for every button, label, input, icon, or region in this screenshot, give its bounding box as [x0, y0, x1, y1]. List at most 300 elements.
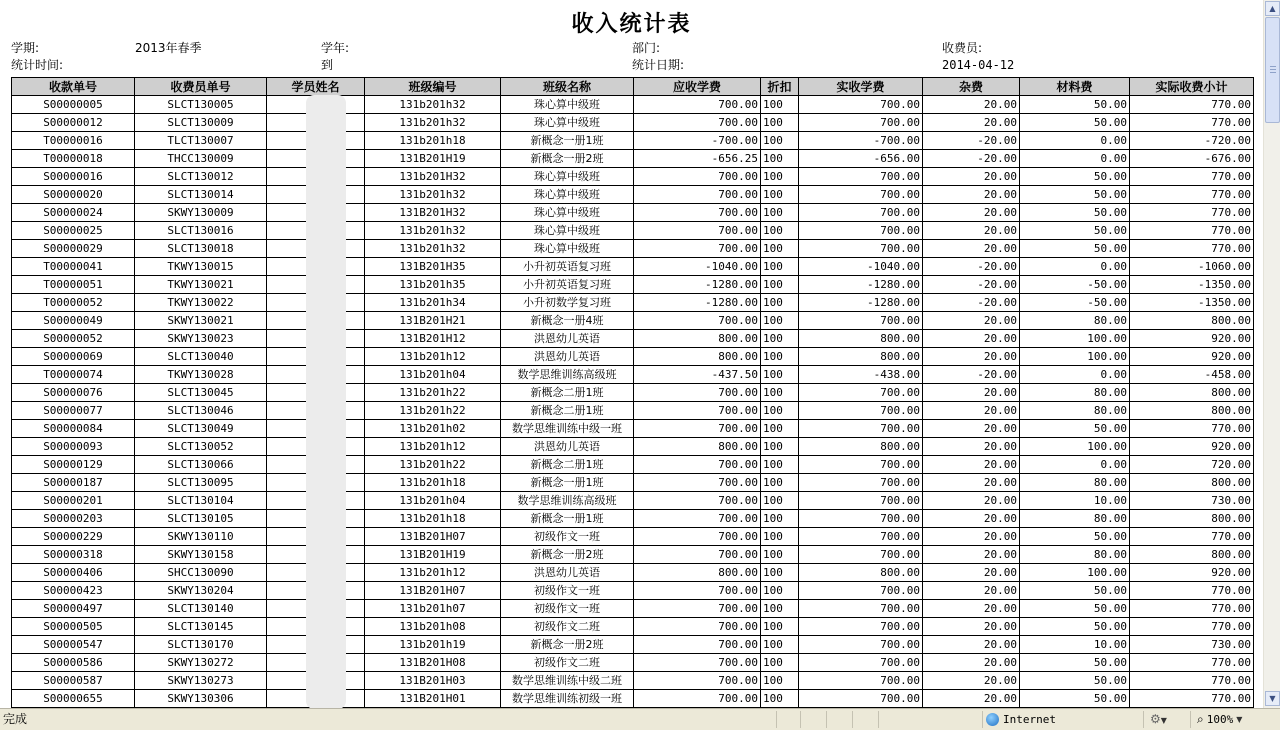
- cell-tuition-due: 700.00: [634, 582, 761, 600]
- cell-receipt-no: S00000318: [12, 546, 135, 564]
- cell-cashier-no: SLCT130066: [135, 456, 267, 474]
- header-misc-fee: 杂费: [923, 78, 1020, 96]
- table-row: [12, 546, 1254, 564]
- cell-subtotal: 770.00: [1130, 582, 1254, 600]
- table-row: [12, 222, 1254, 240]
- period-to: 到: [321, 58, 334, 72]
- cell-tuition-due: 700.00: [634, 222, 761, 240]
- cell-discount: 100: [761, 474, 799, 492]
- cell-cashier-no: SKWY130158: [135, 546, 267, 564]
- cell-misc-fee: 20.00: [923, 348, 1020, 366]
- table-row: [12, 258, 1254, 276]
- cell-tuition-due: 700.00: [634, 456, 761, 474]
- cell-receipt-no: T00000018: [12, 150, 135, 168]
- status-bar: [0, 708, 1280, 730]
- cell-tuition-paid: 700.00: [799, 546, 923, 564]
- cell-material-fee: 100.00: [1020, 564, 1130, 582]
- cell-discount: 100: [761, 384, 799, 402]
- table-row: [12, 330, 1254, 348]
- cell-tuition-paid: 700.00: [799, 420, 923, 438]
- cell-class-code: 131b201h34: [365, 294, 501, 312]
- cell-cashier-no: SLCT130140: [135, 600, 267, 618]
- cell-class-code: 131b201h08: [365, 618, 501, 636]
- cell-discount: 100: [761, 168, 799, 186]
- cell-misc-fee: 20.00: [923, 564, 1020, 582]
- income-table: [11, 77, 1254, 708]
- table-row: [12, 366, 1254, 384]
- cell-cashier-no: SLCT130049: [135, 420, 267, 438]
- cell-receipt-no: S00000655: [12, 690, 135, 708]
- table-header-row: [12, 78, 1254, 96]
- cell-tuition-paid: 800.00: [799, 330, 923, 348]
- table-row: [12, 600, 1254, 618]
- cell-tuition-paid: 700.00: [799, 96, 923, 114]
- cell-tuition-due: 800.00: [634, 564, 761, 582]
- cell-subtotal: 770.00: [1130, 618, 1254, 636]
- privacy-icon[interactable]: ⚙▼: [1150, 712, 1167, 726]
- cell-misc-fee: 20.00: [923, 582, 1020, 600]
- cell-tuition-due: 700.00: [634, 204, 761, 222]
- cell-receipt-no: S00000024: [12, 204, 135, 222]
- cell-material-fee: 0.00: [1020, 132, 1130, 150]
- cell-cashier-no: TKWY130028: [135, 366, 267, 384]
- cell-subtotal: -1060.00: [1130, 258, 1254, 276]
- cell-receipt-no: S00000005: [12, 96, 135, 114]
- term-label: 学期:: [11, 41, 40, 55]
- cell-class-name: 新概念一册2班: [501, 150, 634, 168]
- cell-cashier-no: TKWY130015: [135, 258, 267, 276]
- cell-receipt-no: S00000020: [12, 186, 135, 204]
- cell-receipt-no: S00000052: [12, 330, 135, 348]
- cell-subtotal: -1350.00: [1130, 294, 1254, 312]
- cell-class-code: 131B201H12: [365, 330, 501, 348]
- cell-misc-fee: 20.00: [923, 438, 1020, 456]
- cell-receipt-no: S00000012: [12, 114, 135, 132]
- table-row: [12, 294, 1254, 312]
- cell-tuition-paid: 700.00: [799, 456, 923, 474]
- cell-class-code: 131b201h35: [365, 276, 501, 294]
- cell-class-code: 131b201h12: [365, 438, 501, 456]
- cell-tuition-due: -1280.00: [634, 294, 761, 312]
- cell-subtotal: 770.00: [1130, 240, 1254, 258]
- cell-class-name: 初级作文一班: [501, 582, 634, 600]
- cell-tuition-due: 700.00: [634, 384, 761, 402]
- cell-class-name: 小升初英语复习班: [501, 258, 634, 276]
- cell-class-name: 小升初英语复习班: [501, 276, 634, 294]
- globe-icon: [986, 713, 999, 726]
- chevron-down-icon: ▼: [1236, 715, 1243, 724]
- cell-misc-fee: 20.00: [923, 330, 1020, 348]
- cell-material-fee: 50.00: [1020, 186, 1130, 204]
- cell-discount: 100: [761, 366, 799, 384]
- cell-cashier-no: SLCT130018: [135, 240, 267, 258]
- cell-class-code: 131b201h18: [365, 510, 501, 528]
- table-row: [12, 276, 1254, 294]
- cell-tuition-due: 700.00: [634, 186, 761, 204]
- cell-class-name: 珠心算中级班: [501, 186, 634, 204]
- cell-tuition-due: 700.00: [634, 636, 761, 654]
- cell-class-name: 初级作文一班: [501, 600, 634, 618]
- cell-tuition-paid: 700.00: [799, 528, 923, 546]
- cell-material-fee: 80.00: [1020, 402, 1130, 420]
- cell-discount: 100: [761, 690, 799, 708]
- table-row: [12, 150, 1254, 168]
- cell-tuition-due: 700.00: [634, 114, 761, 132]
- cell-class-name: 初级作文二班: [501, 654, 634, 672]
- cell-receipt-no: S00000084: [12, 420, 135, 438]
- cell-cashier-no: SKWY130306: [135, 690, 267, 708]
- cell-class-name: 珠心算中级班: [501, 222, 634, 240]
- cell-subtotal: 800.00: [1130, 510, 1254, 528]
- cell-misc-fee: 20.00: [923, 240, 1020, 258]
- cell-receipt-no: T00000074: [12, 366, 135, 384]
- cell-class-code: 131B201H19: [365, 546, 501, 564]
- cell-class-name: 新概念一册1班: [501, 474, 634, 492]
- cell-class-name: 新概念二册1班: [501, 384, 634, 402]
- cell-cashier-no: SLCT130104: [135, 492, 267, 510]
- cell-subtotal: 770.00: [1130, 600, 1254, 618]
- cell-tuition-paid: 700.00: [799, 114, 923, 132]
- cell-receipt-no: S00000025: [12, 222, 135, 240]
- magnifier-icon: ⌕: [1197, 712, 1204, 726]
- cell-class-name: 珠心算中级班: [501, 168, 634, 186]
- cell-class-code: 131b201h22: [365, 456, 501, 474]
- table-row: [12, 186, 1254, 204]
- table-row: [12, 348, 1254, 366]
- table-row: [12, 168, 1254, 186]
- cell-class-name: 珠心算中级班: [501, 240, 634, 258]
- cell-material-fee: 50.00: [1020, 168, 1130, 186]
- cell-class-code: 131b201h22: [365, 402, 501, 420]
- cell-subtotal: 770.00: [1130, 654, 1254, 672]
- cell-tuition-due: 800.00: [634, 348, 761, 366]
- cell-misc-fee: 20.00: [923, 96, 1020, 114]
- cell-tuition-paid: 700.00: [799, 168, 923, 186]
- cell-cashier-no: SKWY130273: [135, 672, 267, 690]
- cell-misc-fee: 20.00: [923, 204, 1020, 222]
- cell-material-fee: -50.00: [1020, 294, 1130, 312]
- cell-discount: 100: [761, 258, 799, 276]
- header-receipt-no: 收款单号: [12, 78, 135, 96]
- cell-tuition-paid: 700.00: [799, 618, 923, 636]
- cell-class-name: 洪恩幼儿英语: [501, 564, 634, 582]
- cell-tuition-paid: 700.00: [799, 636, 923, 654]
- table-row: [12, 456, 1254, 474]
- cell-tuition-due: 700.00: [634, 510, 761, 528]
- cell-subtotal: 920.00: [1130, 330, 1254, 348]
- zoom-control[interactable]: [1197, 712, 1242, 727]
- cell-discount: 100: [761, 492, 799, 510]
- cell-class-code: 131B201H35: [365, 258, 501, 276]
- cell-misc-fee: -20.00: [923, 150, 1020, 168]
- cell-material-fee: 50.00: [1020, 114, 1130, 132]
- cell-receipt-no: S00000069: [12, 348, 135, 366]
- cell-tuition-due: -1280.00: [634, 276, 761, 294]
- cashier-label: 收费员:: [942, 41, 983, 55]
- cell-class-name: 数学思维训练中级一班: [501, 420, 634, 438]
- table-row: [12, 690, 1254, 708]
- cell-subtotal: 730.00: [1130, 492, 1254, 510]
- cell-class-code: 131B201H07: [365, 528, 501, 546]
- header-subtotal: 实际收费小计: [1130, 78, 1254, 96]
- cell-tuition-due: 700.00: [634, 240, 761, 258]
- cell-class-code: 131B201H01: [365, 690, 501, 708]
- header-material-fee: 材料费: [1020, 78, 1130, 96]
- cell-class-code: 131b201h19: [365, 636, 501, 654]
- cell-discount: 100: [761, 204, 799, 222]
- cell-cashier-no: SLCT130014: [135, 186, 267, 204]
- scroll-down-icon[interactable]: ▼: [1265, 691, 1280, 706]
- cell-subtotal: 920.00: [1130, 564, 1254, 582]
- cell-misc-fee: 20.00: [923, 474, 1020, 492]
- cell-misc-fee: 20.00: [923, 168, 1020, 186]
- cell-tuition-due: 700.00: [634, 672, 761, 690]
- cell-discount: 100: [761, 312, 799, 330]
- cell-tuition-paid: -438.00: [799, 366, 923, 384]
- cell-tuition-paid: 700.00: [799, 186, 923, 204]
- cell-material-fee: 80.00: [1020, 510, 1130, 528]
- cell-subtotal: 920.00: [1130, 348, 1254, 366]
- cell-material-fee: 50.00: [1020, 690, 1130, 708]
- cell-material-fee: 50.00: [1020, 204, 1130, 222]
- cell-subtotal: -458.00: [1130, 366, 1254, 384]
- dept-label: 部门:: [632, 41, 661, 55]
- cell-class-name: 初级作文一班: [501, 528, 634, 546]
- cell-subtotal: 770.00: [1130, 690, 1254, 708]
- cell-subtotal: 770.00: [1130, 96, 1254, 114]
- cell-tuition-paid: 700.00: [799, 384, 923, 402]
- cell-material-fee: 100.00: [1020, 330, 1130, 348]
- cell-tuition-due: 700.00: [634, 600, 761, 618]
- cell-misc-fee: 20.00: [923, 492, 1020, 510]
- cell-class-name: 新概念一册1班: [501, 510, 634, 528]
- cell-cashier-no: SKWY130009: [135, 204, 267, 222]
- cell-misc-fee: 20.00: [923, 636, 1020, 654]
- cell-class-name: 数学思维训练初级一班: [501, 690, 634, 708]
- cell-material-fee: 0.00: [1020, 456, 1130, 474]
- cell-tuition-paid: 700.00: [799, 690, 923, 708]
- cell-discount: 100: [761, 618, 799, 636]
- cell-receipt-no: S00000029: [12, 240, 135, 258]
- cell-misc-fee: -20.00: [923, 366, 1020, 384]
- cell-discount: 100: [761, 654, 799, 672]
- year-label: 学年:: [321, 41, 350, 55]
- cell-tuition-due: -1040.00: [634, 258, 761, 276]
- cell-discount: 100: [761, 420, 799, 438]
- cell-discount: 100: [761, 672, 799, 690]
- cell-receipt-no: S00000076: [12, 384, 135, 402]
- cell-tuition-due: 700.00: [634, 420, 761, 438]
- cell-misc-fee: 20.00: [923, 402, 1020, 420]
- cell-discount: 100: [761, 636, 799, 654]
- cell-cashier-no: THCC130009: [135, 150, 267, 168]
- cell-class-code: 131B201H21: [365, 312, 501, 330]
- cell-class-name: 洪恩幼儿英语: [501, 330, 634, 348]
- cell-subtotal: -676.00: [1130, 150, 1254, 168]
- cell-cashier-no: SLCT130005: [135, 96, 267, 114]
- header-discount: 折扣: [761, 78, 799, 96]
- cell-tuition-paid: 800.00: [799, 348, 923, 366]
- cell-receipt-no: T00000041: [12, 258, 135, 276]
- cell-tuition-paid: -656.00: [799, 150, 923, 168]
- cell-discount: 100: [761, 348, 799, 366]
- table-row: [12, 528, 1254, 546]
- cell-cashier-no: SLCT130009: [135, 114, 267, 132]
- cell-misc-fee: 20.00: [923, 186, 1020, 204]
- cell-misc-fee: 20.00: [923, 618, 1020, 636]
- table-row: [12, 312, 1254, 330]
- table-row: [12, 672, 1254, 690]
- cell-receipt-no: S00000187: [12, 474, 135, 492]
- cell-receipt-no: S00000077: [12, 402, 135, 420]
- zoom-level: 100%: [1206, 713, 1234, 726]
- cell-class-name: 数学思维训练高级班: [501, 492, 634, 510]
- vertical-scrollbar[interactable]: [1263, 0, 1280, 708]
- cell-cashier-no: TKWY130022: [135, 294, 267, 312]
- cell-cashier-no: SLCT130145: [135, 618, 267, 636]
- cell-discount: 100: [761, 528, 799, 546]
- table-row: [12, 636, 1254, 654]
- header-tuition-due: 应收学费: [634, 78, 761, 96]
- cell-cashier-no: SLCT130012: [135, 168, 267, 186]
- cell-discount: 100: [761, 294, 799, 312]
- cell-class-code: 131B201H08: [365, 654, 501, 672]
- security-zone: [986, 712, 1056, 727]
- cell-discount: 100: [761, 438, 799, 456]
- cell-misc-fee: 20.00: [923, 528, 1020, 546]
- cell-class-code: 131b201H32: [365, 168, 501, 186]
- cell-class-code: 131b201h07: [365, 600, 501, 618]
- cell-misc-fee: 20.00: [923, 510, 1020, 528]
- header-student-name: 学员姓名: [267, 78, 365, 96]
- table-row: [12, 132, 1254, 150]
- cell-class-name: 新概念二册1班: [501, 402, 634, 420]
- table-row: [12, 492, 1254, 510]
- cell-material-fee: 50.00: [1020, 222, 1130, 240]
- cell-subtotal: 800.00: [1130, 312, 1254, 330]
- cell-misc-fee: 20.00: [923, 312, 1020, 330]
- cell-discount: 100: [761, 546, 799, 564]
- cell-tuition-paid: 700.00: [799, 582, 923, 600]
- cell-misc-fee: -20.00: [923, 132, 1020, 150]
- cell-class-code: 131b201h32: [365, 186, 501, 204]
- cell-cashier-no: SLCT130016: [135, 222, 267, 240]
- cell-receipt-no: S00000093: [12, 438, 135, 456]
- cell-class-code: 131B201H32: [365, 204, 501, 222]
- period-label: 统计时间:: [11, 58, 64, 72]
- table-row: [12, 618, 1254, 636]
- cell-tuition-due: 800.00: [634, 438, 761, 456]
- cell-class-name: 珠心算中级班: [501, 114, 634, 132]
- cell-subtotal: 720.00: [1130, 456, 1254, 474]
- cell-class-name: 小升初数学复习班: [501, 294, 634, 312]
- cell-cashier-no: SLCT130052: [135, 438, 267, 456]
- table-row: [12, 582, 1254, 600]
- cell-subtotal: -720.00: [1130, 132, 1254, 150]
- cell-cashier-no: SLCT130046: [135, 402, 267, 420]
- cell-class-code: 131B201H03: [365, 672, 501, 690]
- cell-discount: 100: [761, 240, 799, 258]
- cell-receipt-no: S00000547: [12, 636, 135, 654]
- cell-cashier-no: TKWY130021: [135, 276, 267, 294]
- cell-material-fee: 80.00: [1020, 312, 1130, 330]
- cell-class-code: 131b201h32: [365, 222, 501, 240]
- cell-class-name: 新概念一册2班: [501, 546, 634, 564]
- cell-cashier-no: SKWY130023: [135, 330, 267, 348]
- table-row: [12, 474, 1254, 492]
- cell-material-fee: 80.00: [1020, 474, 1130, 492]
- header-cashier-no: 收费员单号: [135, 78, 267, 96]
- scroll-thumb[interactable]: [1265, 17, 1280, 123]
- cell-tuition-paid: 700.00: [799, 474, 923, 492]
- cell-cashier-no: SLCT130170: [135, 636, 267, 654]
- cell-tuition-paid: 700.00: [799, 672, 923, 690]
- cell-subtotal: 800.00: [1130, 402, 1254, 420]
- table-row: [12, 510, 1254, 528]
- cell-material-fee: 0.00: [1020, 258, 1130, 276]
- cell-receipt-no: S00000423: [12, 582, 135, 600]
- cell-tuition-paid: 700.00: [799, 312, 923, 330]
- scroll-up-icon[interactable]: ▲: [1265, 1, 1280, 16]
- cell-receipt-no: T00000051: [12, 276, 135, 294]
- cell-discount: 100: [761, 582, 799, 600]
- cell-discount: 100: [761, 456, 799, 474]
- cell-class-code: 131b201h12: [365, 348, 501, 366]
- report-title: 收入统计表: [571, 11, 692, 37]
- cell-class-name: 数学思维训练高级班: [501, 366, 634, 384]
- table-row: [12, 204, 1254, 222]
- table-row: [12, 420, 1254, 438]
- cell-receipt-no: S00000203: [12, 510, 135, 528]
- cell-subtotal: 800.00: [1130, 546, 1254, 564]
- cell-tuition-due: 700.00: [634, 690, 761, 708]
- cell-subtotal: 770.00: [1130, 204, 1254, 222]
- cell-class-code: 131b201h04: [365, 366, 501, 384]
- cell-tuition-paid: -1280.00: [799, 294, 923, 312]
- redaction-overlay: [306, 95, 346, 708]
- cell-material-fee: -50.00: [1020, 276, 1130, 294]
- cell-subtotal: 800.00: [1130, 384, 1254, 402]
- cell-discount: 100: [761, 150, 799, 168]
- cell-material-fee: 0.00: [1020, 150, 1130, 168]
- cell-discount: 100: [761, 330, 799, 348]
- table-row: [12, 654, 1254, 672]
- cell-misc-fee: 20.00: [923, 546, 1020, 564]
- cell-class-name: 新概念一册1班: [501, 132, 634, 150]
- cell-subtotal: 770.00: [1130, 186, 1254, 204]
- cell-class-name: 初级作文二班: [501, 618, 634, 636]
- header-class-code: 班级编号: [365, 78, 501, 96]
- cell-receipt-no: S00000406: [12, 564, 135, 582]
- cell-tuition-paid: 800.00: [799, 564, 923, 582]
- cell-discount: 100: [761, 600, 799, 618]
- cell-tuition-due: 800.00: [634, 330, 761, 348]
- date-value: 2014-04-12: [942, 58, 1015, 72]
- header-class-name: 班级名称: [501, 78, 634, 96]
- cell-cashier-no: SLCT130045: [135, 384, 267, 402]
- cell-tuition-paid: 700.00: [799, 204, 923, 222]
- cell-misc-fee: 20.00: [923, 384, 1020, 402]
- cell-class-name: 珠心算中级班: [501, 96, 634, 114]
- cell-receipt-no: S00000587: [12, 672, 135, 690]
- cell-cashier-no: SKWY130110: [135, 528, 267, 546]
- cell-tuition-paid: 700.00: [799, 510, 923, 528]
- cell-receipt-no: S00000229: [12, 528, 135, 546]
- cell-class-name: 洪恩幼儿英语: [501, 348, 634, 366]
- cell-cashier-no: TLCT130007: [135, 132, 267, 150]
- cell-class-code: 131b201h18: [365, 474, 501, 492]
- cell-tuition-due: 700.00: [634, 618, 761, 636]
